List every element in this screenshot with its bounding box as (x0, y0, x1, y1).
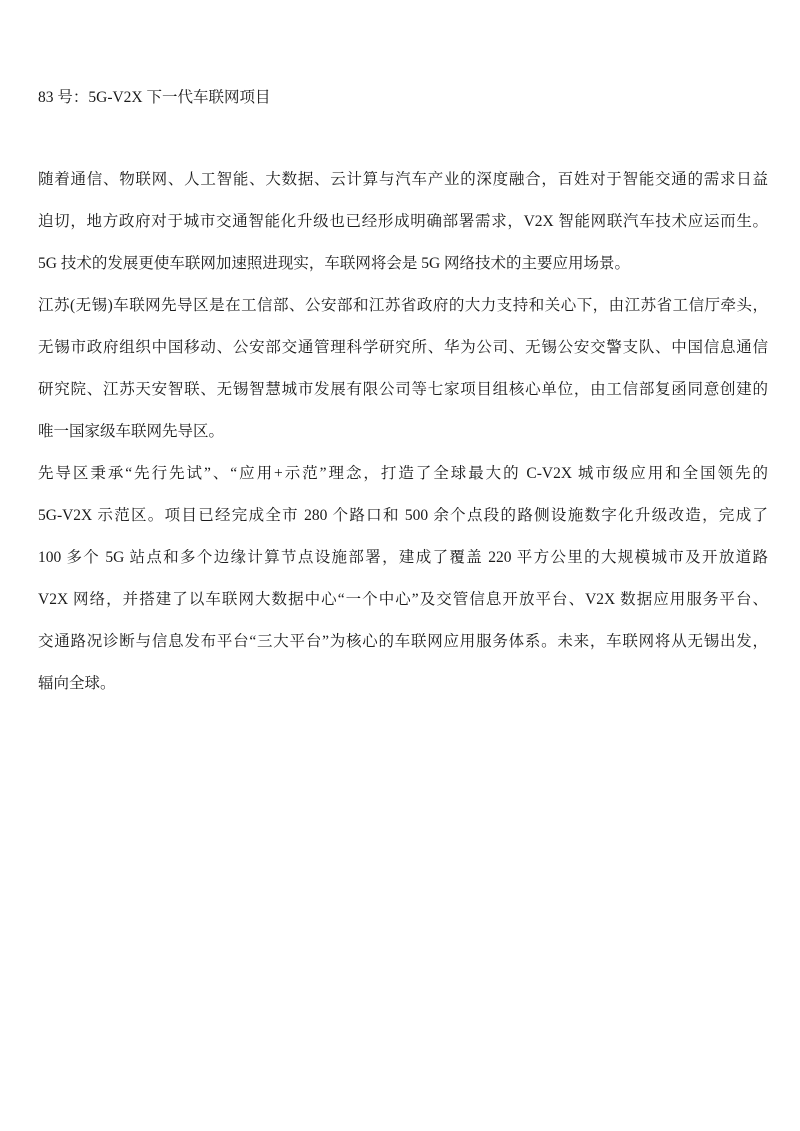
text-line: 100 多个 5G 站点和多个边缘计算节点设施部署，建成了覆盖 220 平方公里的大规模城市及开放道路 (38, 549, 768, 566)
document-title: 83 号：5G-V2X 下一代车联网项目 (38, 89, 271, 106)
text-line: 交通路况诊断与信息发布平台“三大平台”为核心的车联网应用服务体系。未来，车联网将从无锡出发， (38, 633, 768, 650)
text-line: V2X 网络，并搭建了以车联网大数据中心“一个中心”及交管信息开放平台、V2X 数据应用服务平台、 (38, 591, 768, 608)
text-line: 5G 技术的发展更使车联网加速照进现实，车联网将会是 5G 网络技术的主要应用场景。 (38, 255, 631, 272)
title-paragraph-gap (38, 119, 768, 159)
document-body (38, 159, 768, 705)
text-line: 辐向全球。 (38, 675, 116, 692)
text-line: 研究院、江苏天安智联、无锡智慧城市发展有限公司等七家项目组核心单位，由工信部复函同意创建的 (38, 381, 768, 398)
text-line: 江苏(无锡)车联网先导区是在工信部、公安部和江苏省政府的大力支持和关心下，由江苏省工信厅牵头， (38, 297, 768, 314)
text-line: 随着通信、物联网、人工智能、大数据、云计算与汽车产业的深度融合，百姓对于智能交通的需求日益 (38, 171, 768, 188)
text-line: 迫切，地方政府对于城市交通智能化升级也已经形成明确部署需求，V2X 智能网联汽车技术应运而生。 (38, 213, 768, 230)
text-line: 5G-V2X 示范区。项目已经完成全市 280 个路口和 500 余个点段的路侧设施数字化升级改造，完成了 (38, 507, 768, 524)
text-line: 先导区秉承“先行先试”、“应用+示范”理念，打造了全球最大的 C-V2X 城市级应用和全国领先的 (38, 465, 768, 482)
text-line: 唯一国家级车联网先导区。 (38, 423, 225, 440)
text-line: 无锡市政府组织中国移动、公安部交通管理科学研究所、华为公司、无锡公安交警支队、中国信息通信 (38, 339, 768, 356)
